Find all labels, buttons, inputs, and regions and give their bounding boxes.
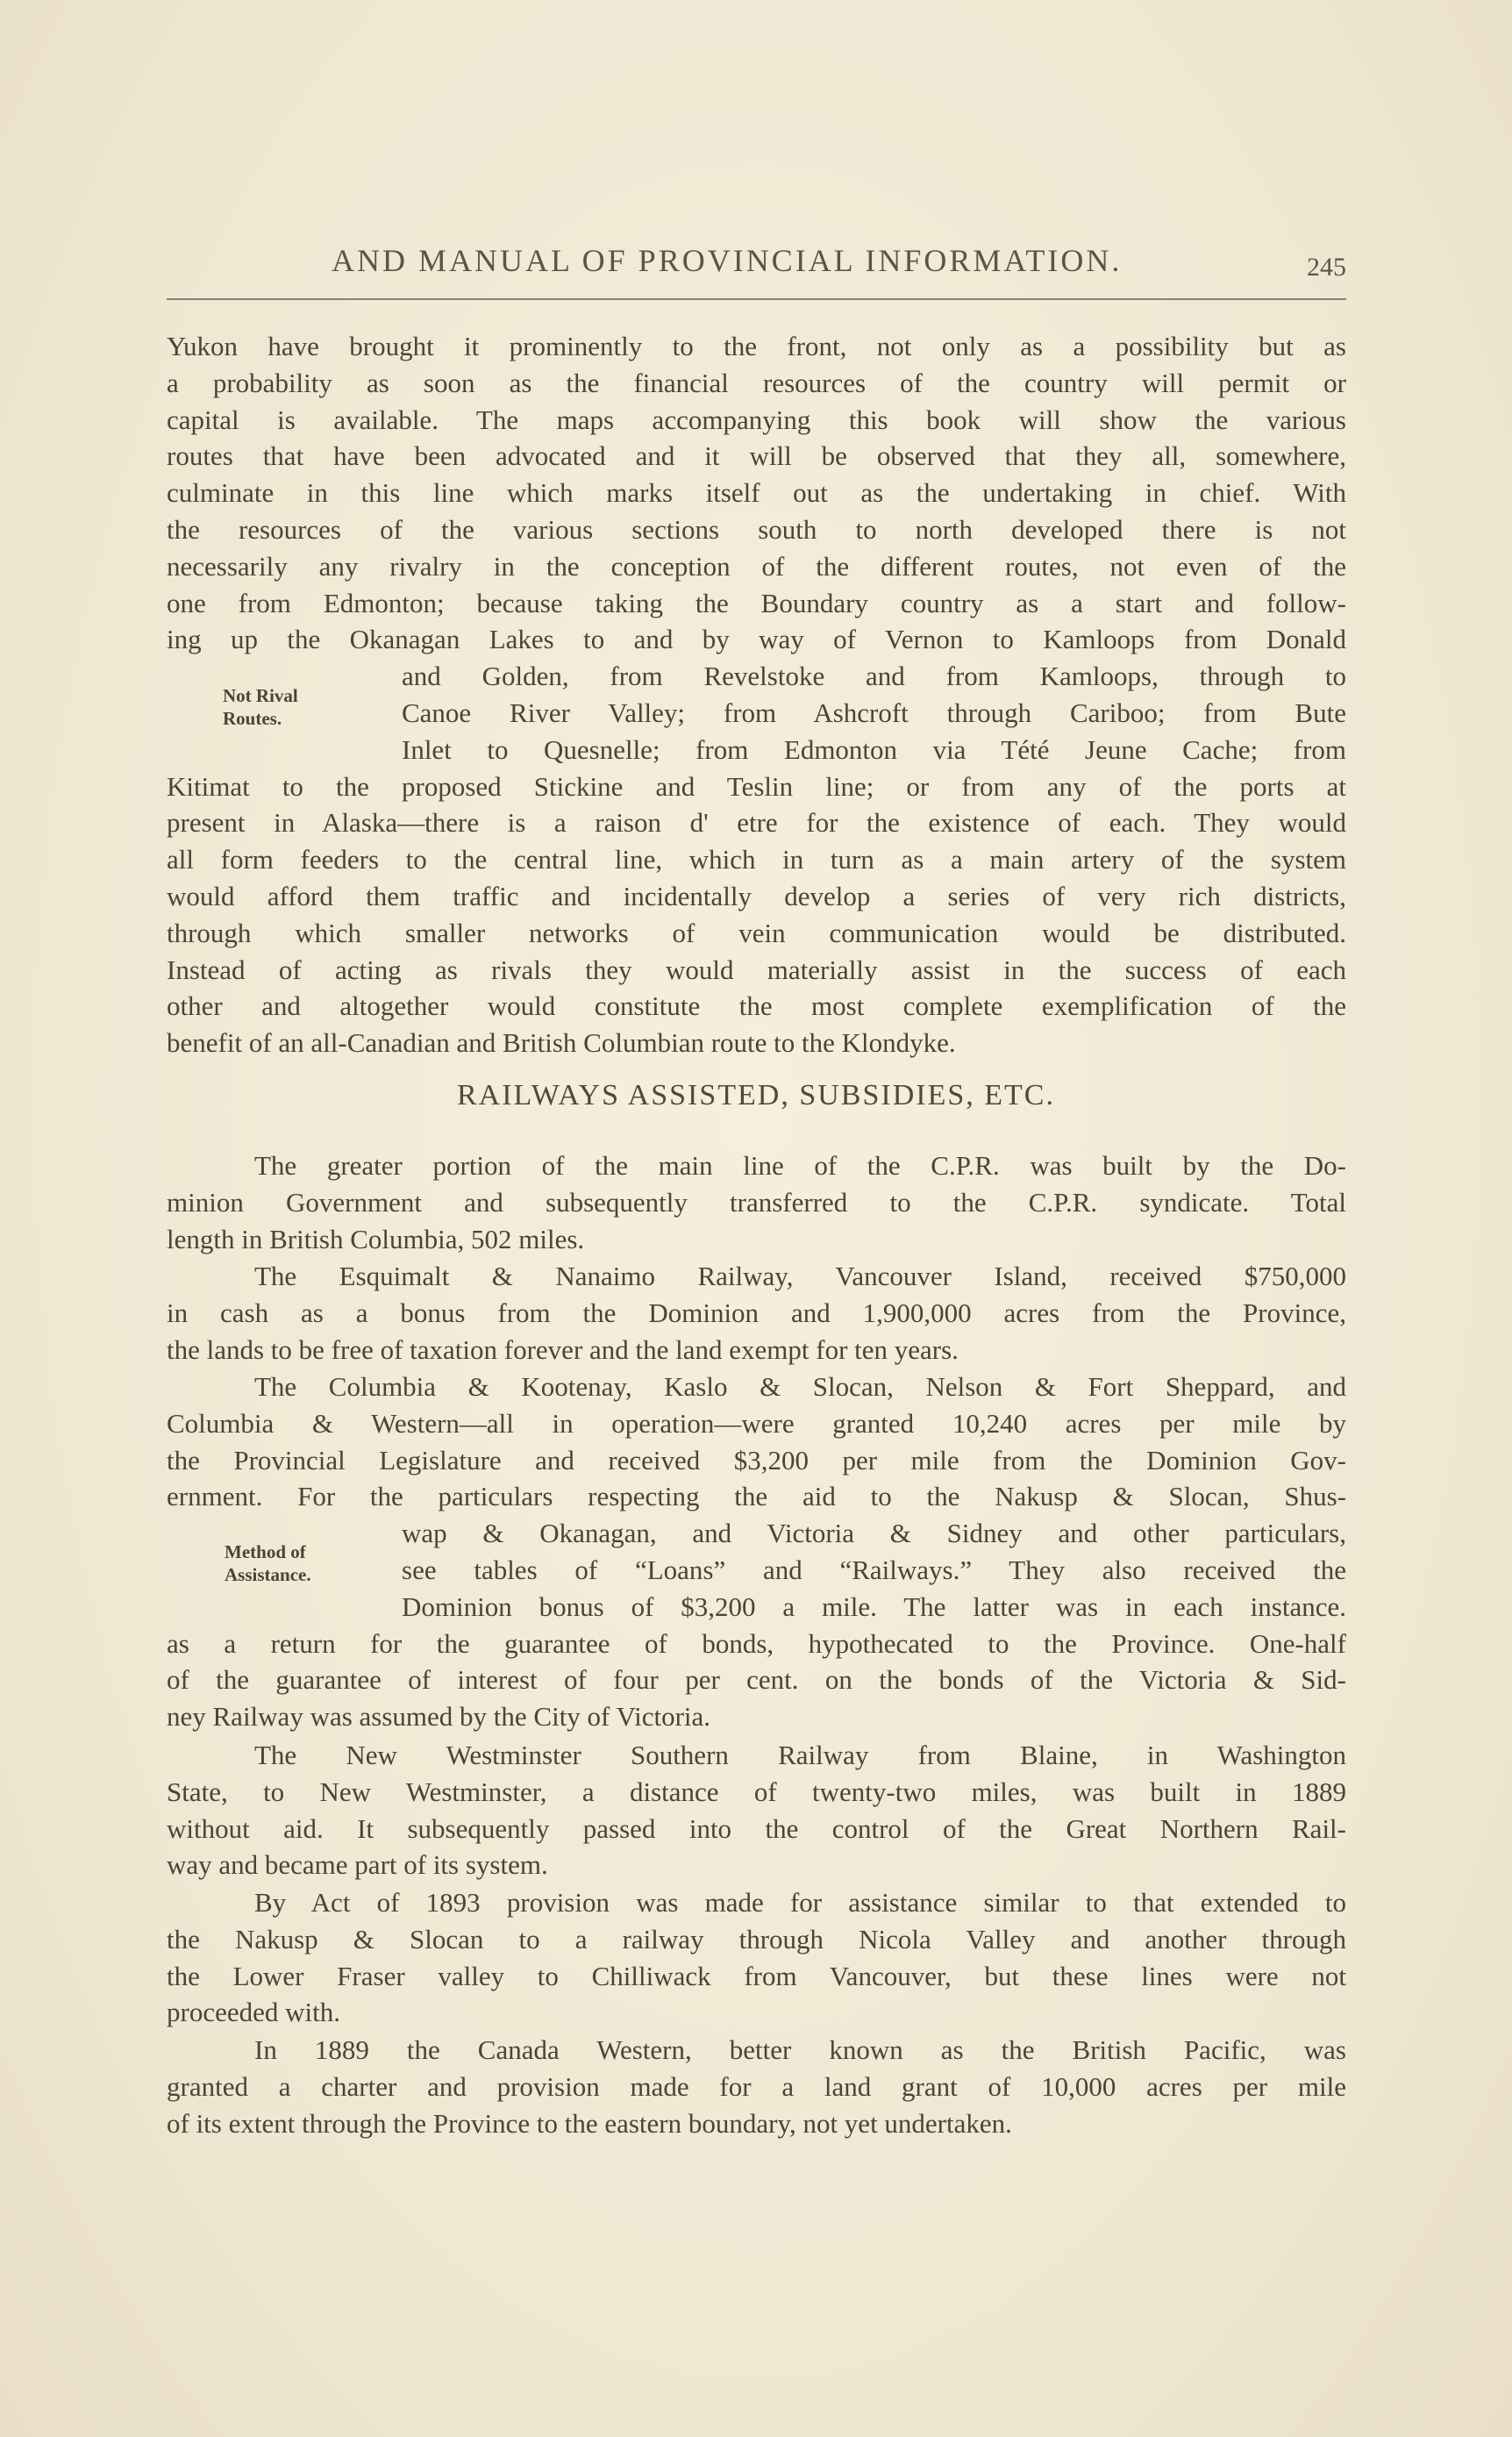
text-line: of the guarantee of interest of four per cent. on the bonds of the Victoria & Sid- <box>167 1664 1346 1696</box>
section-heading: RAILWAYS ASSISTED, SUBSIDIES, ETC. <box>457 1079 1055 1111</box>
text-line: Inlet to Quesnelle; from Edmonton via Tété Jeune Cache; from <box>402 733 1346 765</box>
paragraph-cpr <box>167 1147 1346 1257</box>
side-note-line: Method of <box>225 1541 306 1562</box>
text-line: a probability as soon as the financial resources of the country will permit or <box>167 367 1346 398</box>
text-line: would afford them traffic and incidentally develop a series of very rich districts, <box>167 880 1346 911</box>
text-line: wap & Okanagan, and Victoria & Sidney and other particulars, <box>402 1518 1346 1549</box>
text-line: length in British Columbia, 502 miles. <box>167 1223 585 1254</box>
text-line: ernment. For the particulars respecting the aid to the Nakusp & Slocan, Shus- <box>167 1481 1346 1512</box>
text-line: the Provincial Legislature and received $3,200 per mile from the Dominion Gov- <box>167 1444 1346 1476</box>
text-line: Yukon have brought it prominently to the front, not only as a possibility but as <box>167 331 1346 361</box>
text-line: present in Alaska—there is a raison d' etre for the existence of each. They would <box>167 807 1346 839</box>
text-line: necessarily any rivalry in the conception of the different routes, not even of the <box>167 550 1346 582</box>
paragraph-act-1893 <box>167 1884 1346 2031</box>
text-line: In 1889 the Canada Western, better known as the British Pacific, was <box>254 2034 1346 2065</box>
text-line: The New Westminster Southern Railway from Blaine, in Washington <box>254 1740 1346 1770</box>
paragraph-columbia-kootenay <box>167 1369 1346 1735</box>
text-line: The Esquimalt & Nanaimo Railway, Vancouver Island, received $750,000 <box>254 1261 1346 1291</box>
text-line: ney Railway was assumed by the City of Victoria. <box>167 1701 711 1733</box>
text-line: Canoe River Valley; from Ashcroft through Cariboo; from Bute <box>402 697 1346 728</box>
header-rule <box>167 298 1346 300</box>
text-line: The greater portion of the main line of the C.P.R. was built by the Do- <box>254 1150 1346 1181</box>
text-line: without aid. It subsequently passed into the control of the Great Northern Rail- <box>167 1812 1346 1844</box>
text-line: the resources of the various sections south to north developed there is not <box>167 513 1346 545</box>
text-line: as a return for the guarantee of bonds, hypothecated to the Province. One-half <box>167 1627 1346 1659</box>
text-line: State, to New Westminster, a distance of twenty-two miles, was built in 1889 <box>167 1776 1346 1807</box>
side-note-line: Routes. <box>223 708 282 729</box>
text-line: minion Government and subsequently transferred to the C.P.R. syndicate. Total <box>167 1186 1346 1218</box>
page-number: 245 <box>1307 253 1346 282</box>
text-line: Columbia & Western—all in operation—were granted 10,240 acres per mile by <box>167 1407 1346 1439</box>
text-line: culminate in this line which marks itself out as the undertaking in chief. With <box>167 477 1346 509</box>
paragraph-new-westminster-southern <box>167 1737 1346 1883</box>
text-line: other and altogether would constitute the most complete exemplification of the <box>167 990 1346 1022</box>
text-line: Instead of acting as rivals they would materially assist in the success of each <box>167 954 1346 985</box>
text-line: in cash as a bonus from the Dominion and 1,900,000 acres from the Province, <box>167 1297 1346 1328</box>
paragraph-canada-western <box>167 2032 1346 2141</box>
text-line: The Columbia & Kootenay, Kaslo & Slocan, Nelson & Fort Sheppard, and <box>254 1371 1346 1402</box>
text-line: see tables of “Loans” and “Railways.” They also received the <box>402 1554 1346 1585</box>
text-line: benefit of an all-Canadian and British Columbian route to the Klondyke. <box>167 1027 956 1059</box>
text-line: one from Edmonton; because taking the Boundary country as a start and follow- <box>167 587 1346 618</box>
text-line: through which smaller networks of vein communication would be distributed. <box>167 917 1346 948</box>
text-line: routes that have been advocated and it will be observed that they all, somewhere, <box>167 440 1346 472</box>
text-line: the lands to be free of taxation forever and the land exempt for ten years. <box>167 1333 959 1365</box>
text-line: the Lower Fraser valley to Chilliwack from Vancouver, but these lines were not <box>167 1960 1346 1991</box>
text-line: and Golden, from Revelstoke and from Kamloops, through to <box>402 661 1346 692</box>
text-line: proceeded with. <box>167 1997 340 2028</box>
side-note-line: Not Rival <box>223 685 298 706</box>
text-line: capital is available. The maps accompanying this book will show the various <box>167 404 1346 435</box>
text-line: the Nakusp & Slocan to a railway through Nicola Valley and another through <box>167 1923 1346 1955</box>
text-line: all form feeders to the central line, which in turn as a main artery of the system <box>167 844 1346 875</box>
text-line: Dominion bonus of $3,200 a mile. The latter was in each instance. <box>402 1590 1346 1622</box>
text-line: granted a charter and provision made for a land grant of 10,000 acres per mile <box>167 2070 1346 2102</box>
side-note-line: Assistance. <box>225 1564 311 1585</box>
paragraph-yukon-routes <box>167 328 1346 1061</box>
text-line: By Act of 1893 provision was made for assistance similar to that extended to <box>254 1887 1346 1918</box>
running-title: AND MANUAL OF PROVINCIAL INFORMATION. <box>332 243 1123 278</box>
text-line: of its extent through the Province to the eastern boundary, not yet undertaken. <box>167 2107 1012 2139</box>
text-line: way and became part of its system. <box>167 1849 548 1881</box>
text-line: Kitimat to the proposed Stickine and Teslin line; or from any of the ports at <box>167 770 1346 802</box>
text-line: ing up the Okanagan Lakes to and by way of Vernon to Kamloops from Donald <box>167 624 1346 655</box>
paragraph-esquimalt-nanaimo <box>167 1258 1346 1368</box>
